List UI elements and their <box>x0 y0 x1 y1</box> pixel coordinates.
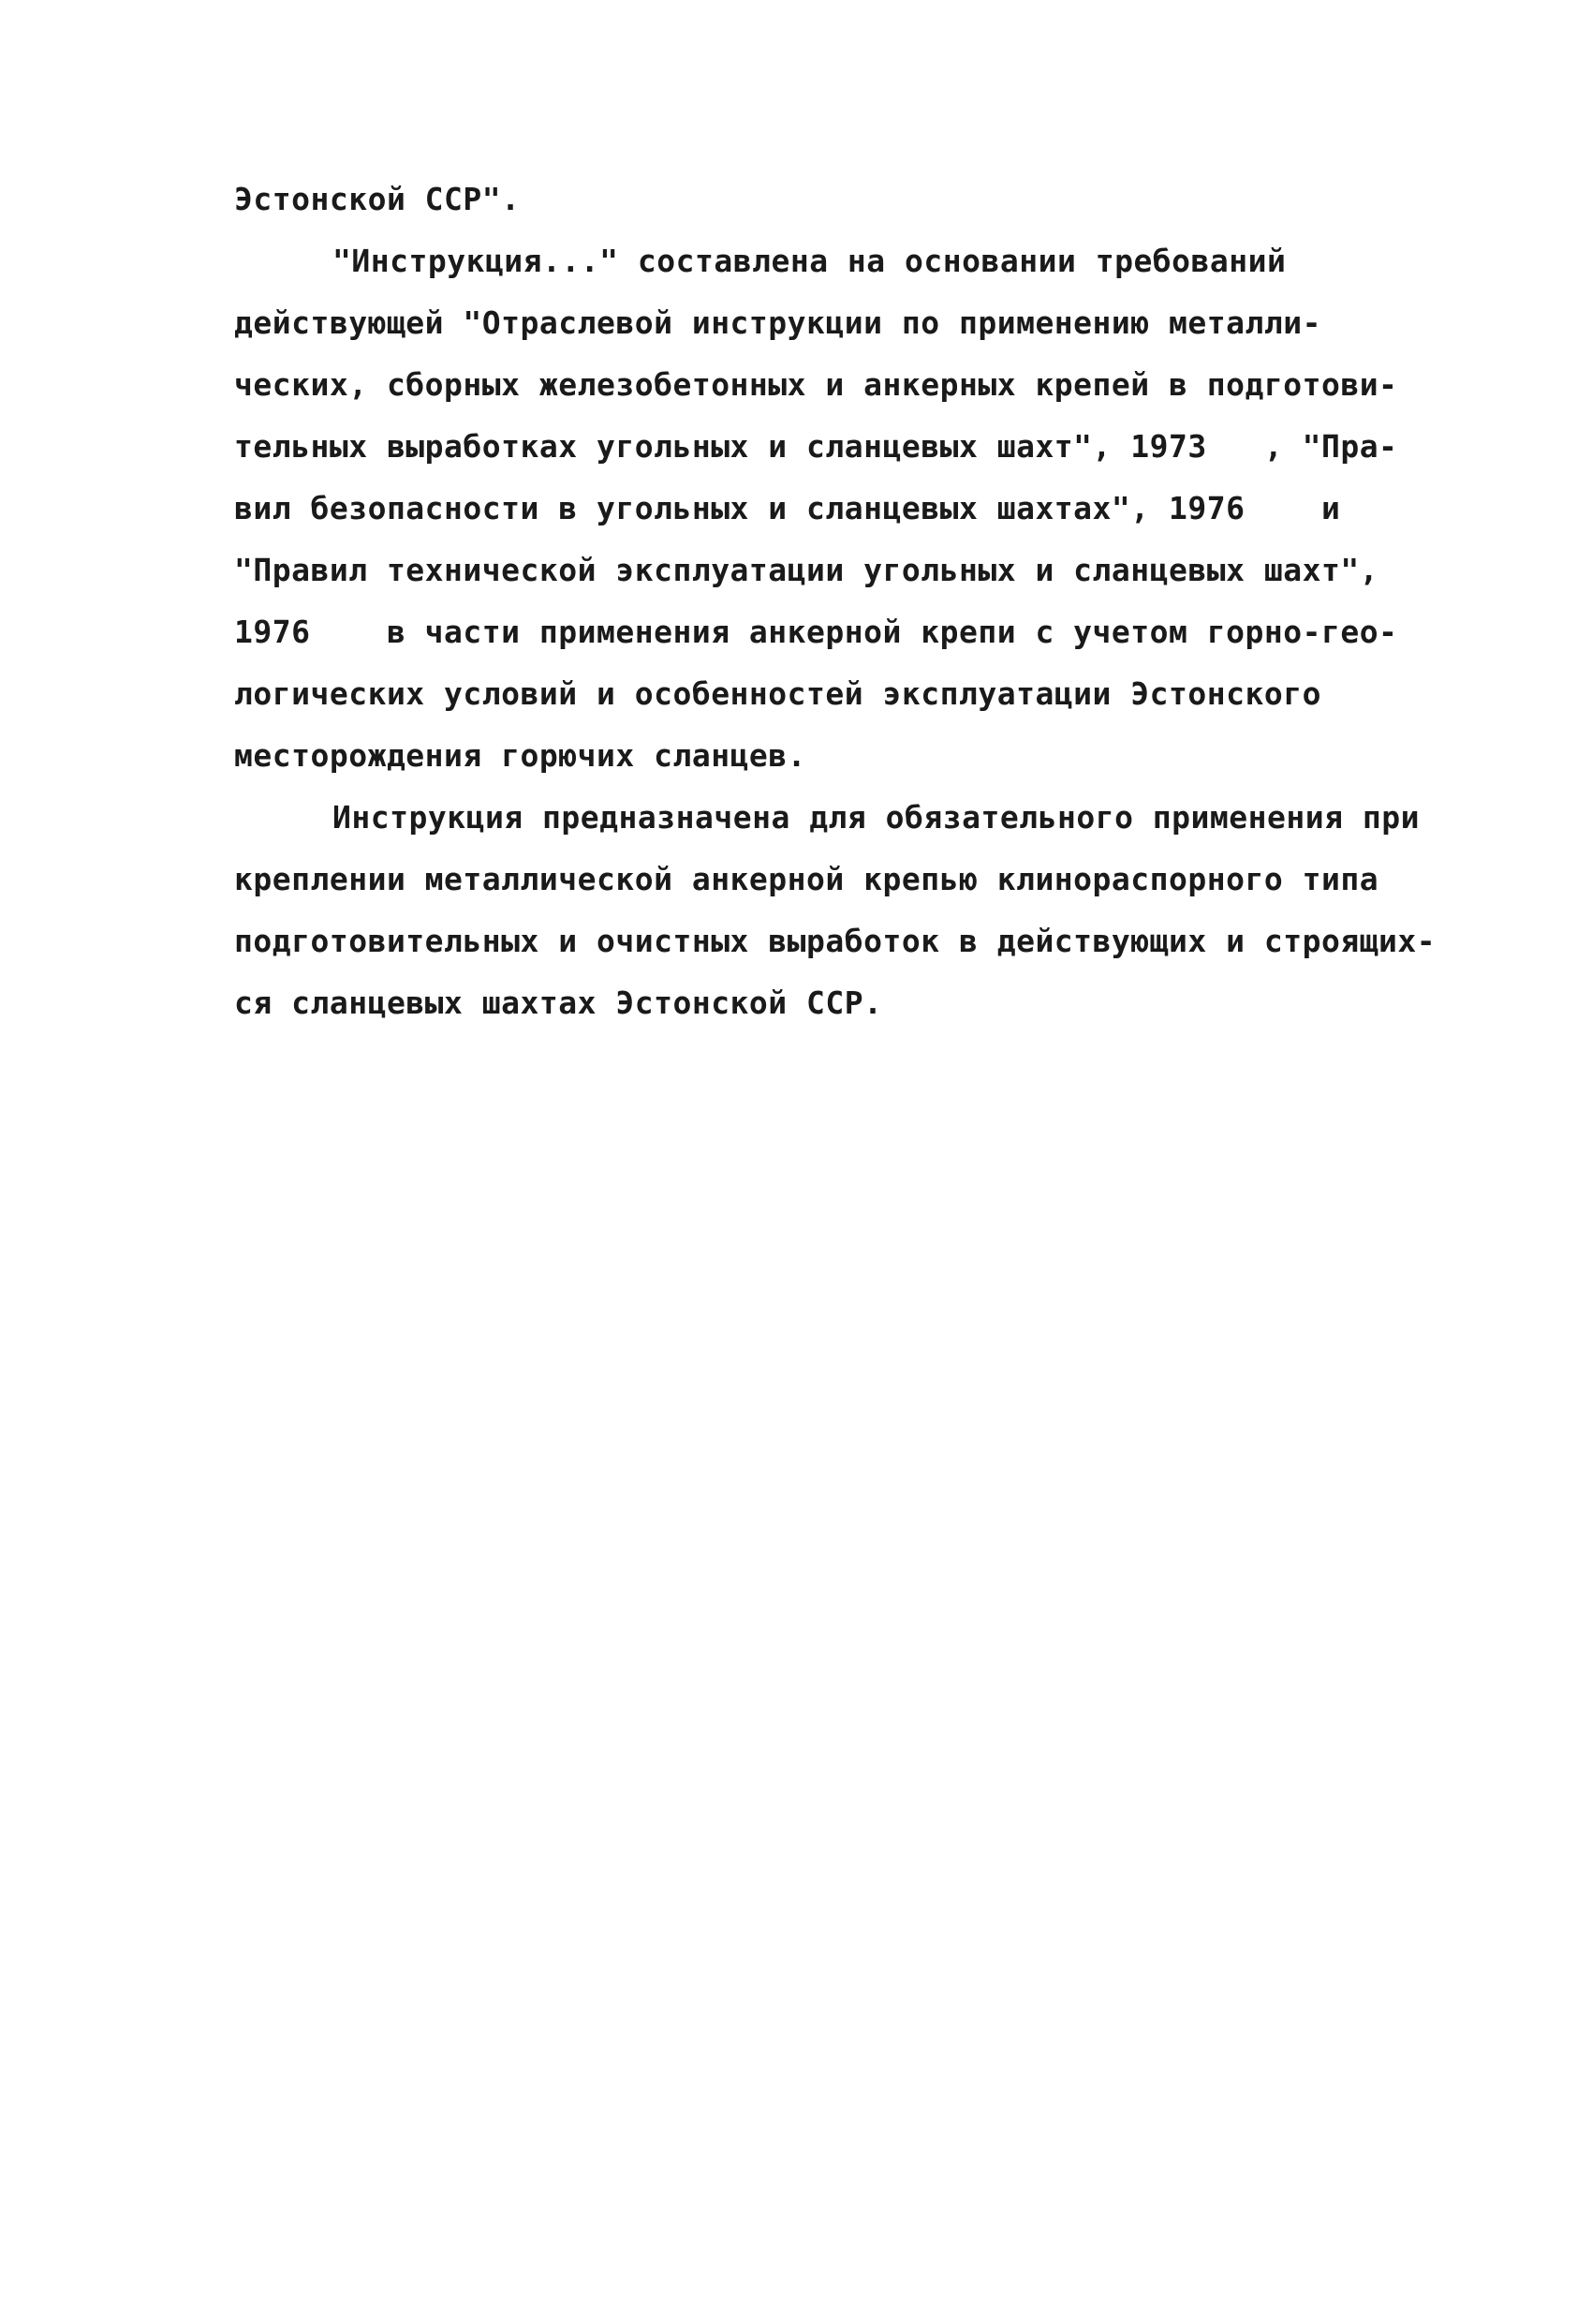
text-line: креплении металлической анкерной крепью клинораспорного типа <box>234 861 1379 897</box>
text-line: Инструкция предназначена для обязательного применения при <box>332 799 1420 836</box>
text-line: тельных выработках угольных и сланцевых шахт", 1973 , "Пра- <box>234 428 1398 465</box>
text-line: Эстонской ССР". <box>234 181 521 217</box>
text-line: "Инструкция..." составлена на основании требований <box>332 243 1287 279</box>
text-line: 1976 в части применения анкерной крепи с учетом горно-гео- <box>234 614 1398 650</box>
text-line: месторождения горючих сланцев. <box>234 737 807 774</box>
text-line: "Правил технической эксплуатации угольных и сланцевых шахт", <box>234 552 1379 588</box>
text-line: ческих, сборных железобетонных и анкерных крепей в подготови- <box>234 366 1398 403</box>
text-line: логических условий и особенностей эксплуатации Эстонского <box>234 675 1321 712</box>
text-line: ся сланцевых шахтах Эстонской ССР. <box>234 984 883 1021</box>
text-line: вил безопасности в угольных и сланцевых шахтах", 1976 и <box>234 490 1341 526</box>
text-line: действующей "Отраслевой инструкции по применению металли- <box>234 304 1321 341</box>
text-line: подготовительных и очистных выработок в действующих и строящих- <box>234 923 1437 959</box>
document-body <box>234 169 1437 1034</box>
